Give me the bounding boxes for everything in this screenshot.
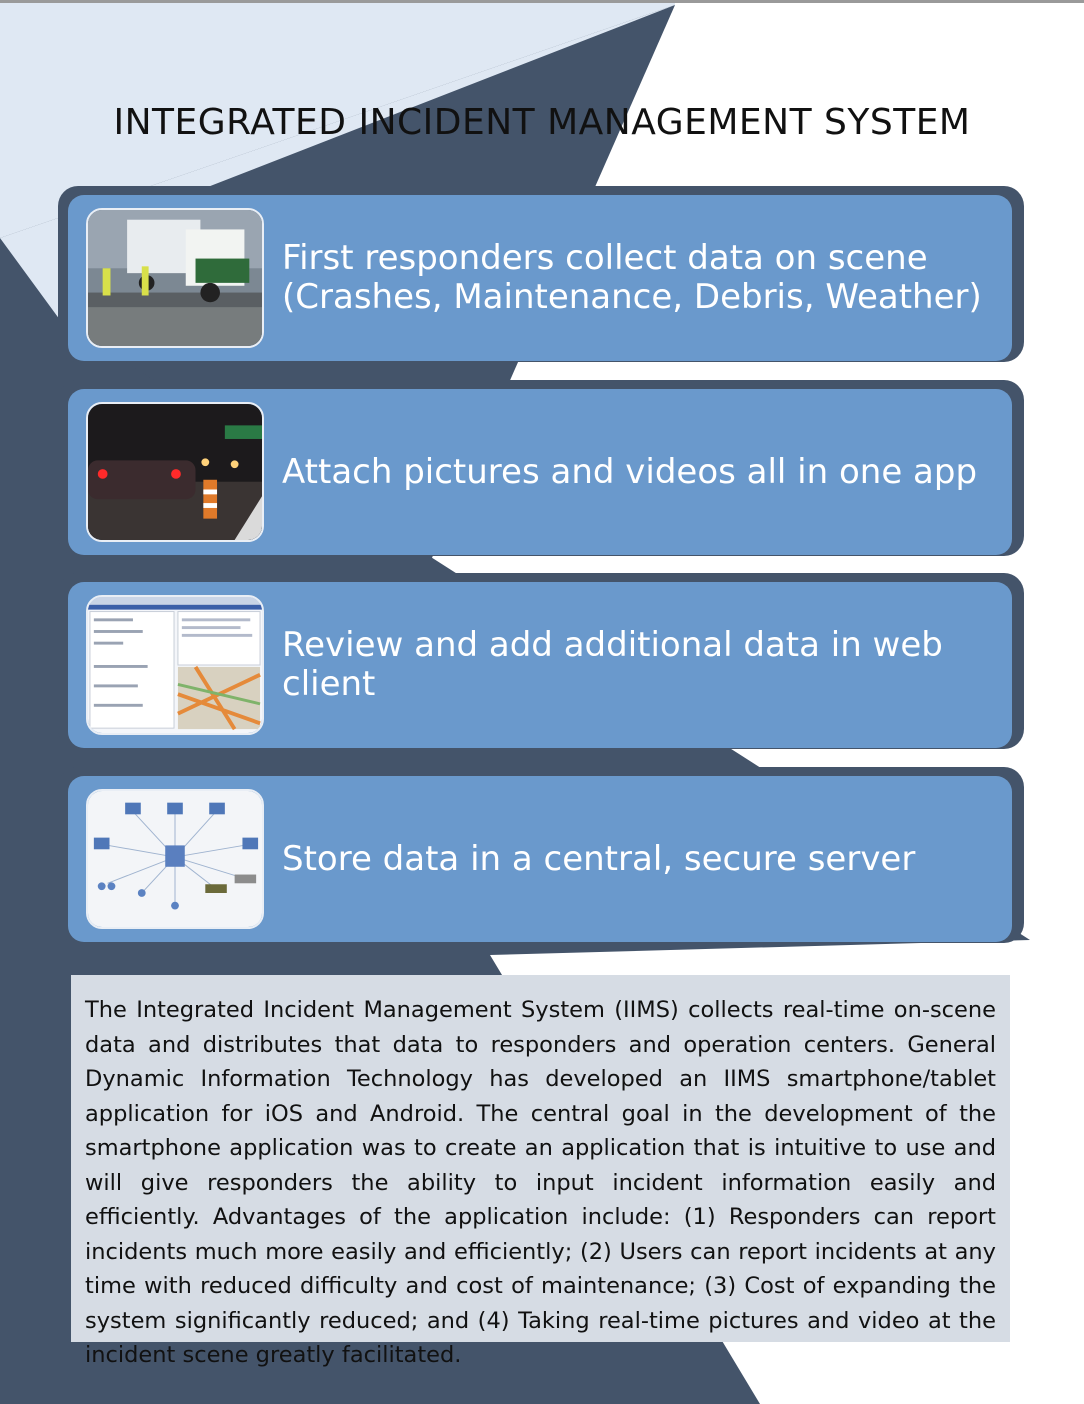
step-1-line-2: (Crashes, Maintenance, Debris, Weather) <box>282 277 982 317</box>
step-2-line-1: Attach pictures and videos all in one app <box>282 451 978 492</box>
step-card-2 <box>68 389 1012 555</box>
step-3-line-1: Review and add additional data in web client <box>282 625 943 704</box>
step-2-label <box>282 389 992 555</box>
step-card-3 <box>68 582 1012 748</box>
central-server-diagram <box>86 789 264 929</box>
step-1-line-1: First responders collect data on scene <box>282 238 928 278</box>
step-4-label <box>282 776 992 942</box>
description-box <box>71 975 1010 1368</box>
description-text: The Integrated Incident Management System (IIMS) collects real-time on-scene data and distributes that data to responders and operation centers. General Dynamic Information Technology has developed an IIMS smartphone/tablet application for iOS and Android. The central goal in the development of the smartphone application was to create an application that is intuitive to use and will give responders the ability to input incident information easily and efficiently. Advantages of the application include: (1) Responders can report incidents much more easily and efficiently; (2) Users can report incidents at any time with reduced difficulty and cost of maintenance; (3) Cost of expanding the system significantly reduced; and (4) Taking real-time pictures and video at the incident scene greatly facilitated. <box>85 997 996 1368</box>
step-3-label <box>282 582 992 748</box>
step-4-line-1: Store data in a central, secure server <box>282 838 916 879</box>
web-client-screenshot <box>86 595 264 735</box>
step-card-1 <box>68 195 1012 361</box>
top-rule <box>0 0 1084 3</box>
truck-crash-scene-photo <box>86 208 264 348</box>
page-title: INTEGRATED INCIDENT MANAGEMENT SYSTEM <box>113 102 971 144</box>
night-traffic-photo <box>86 402 264 542</box>
step-card-4 <box>68 776 1012 942</box>
step-1-label <box>282 195 992 361</box>
